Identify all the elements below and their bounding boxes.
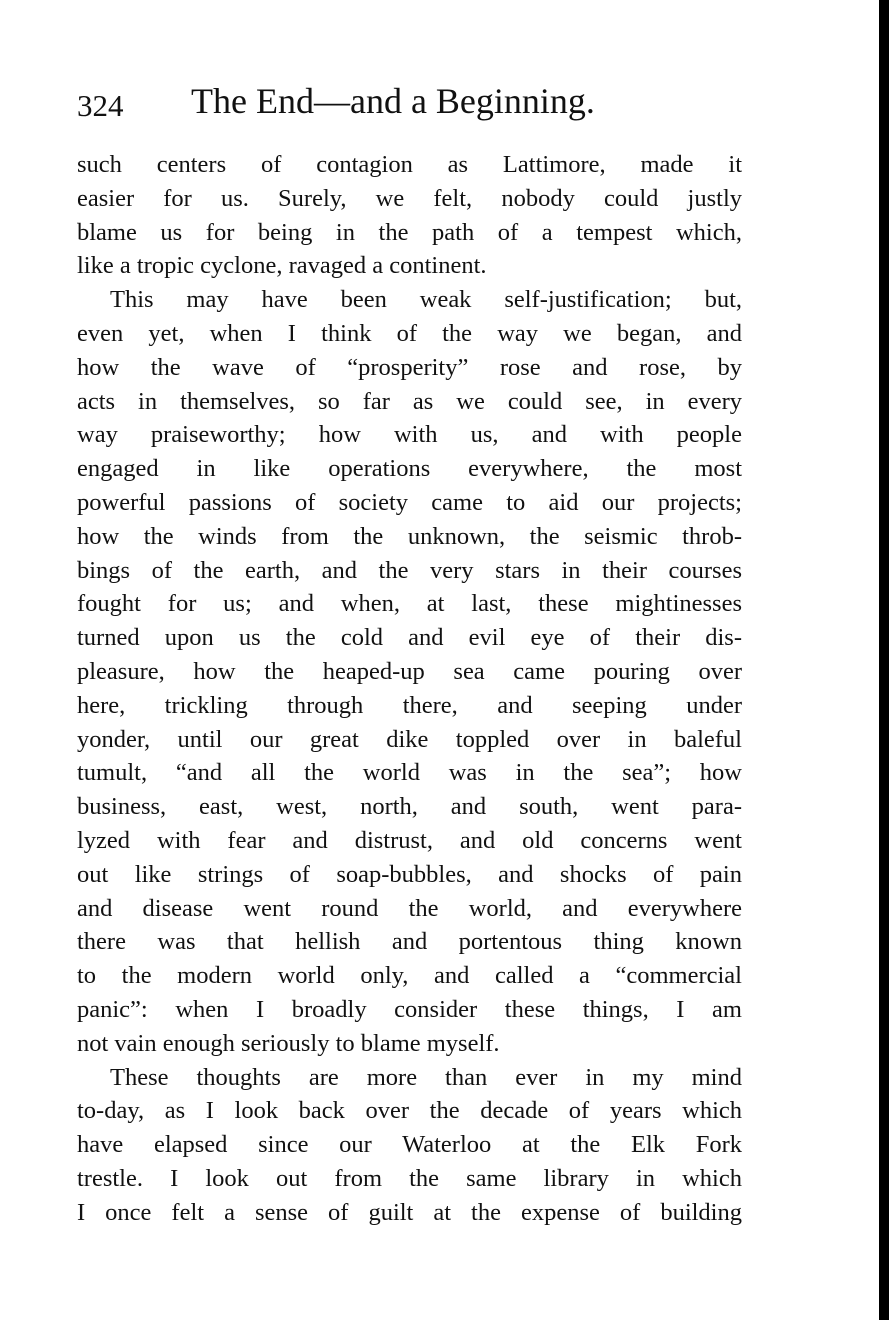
text-line: how the winds from the unknown, the seismic throb- xyxy=(77,522,742,550)
running-title: The End—and a Beginning. xyxy=(191,81,595,121)
text-line: I once felt a sense of guilt at the expense of building xyxy=(77,1198,742,1226)
text-line: here, trickling through there, and seeping under xyxy=(77,691,742,719)
text-line: how the wave of “prosperity” rose and rose, by xyxy=(77,353,742,381)
running-header xyxy=(77,80,757,130)
text-line: powerful passions of society came to aid our projects; xyxy=(77,488,742,516)
text-line: to-day, as I look back over the decade of years which xyxy=(77,1097,742,1125)
text-line: yonder, until our great dike toppled over in baleful xyxy=(77,725,742,753)
text-line: such centers of contagion as Lattimore, made it xyxy=(77,151,742,178)
text-line: engaged in like operations everywhere, the most xyxy=(77,455,742,483)
text-line: business, east, west, north, and south, went para- xyxy=(77,793,742,821)
text-line: to the modern world only, and called a “commercial xyxy=(77,962,742,990)
scan-edge-bar xyxy=(879,0,889,1320)
text-line: out like strings of soap-bubbles, and shocks of pain xyxy=(77,860,742,888)
text-line: and disease went round the world, and everywhere xyxy=(77,894,742,922)
text-line: pleasure, how the heaped-up sea came pouring over xyxy=(77,657,742,685)
text-line: turned upon us the cold and evil eye of their dis- xyxy=(77,624,742,652)
text-line: tumult, “and all the world was in the sea”; how xyxy=(77,759,742,787)
text-line: way praiseworthy; how with us, and with people xyxy=(77,421,742,449)
text-line: easier for us. Surely, we felt, nobody could justly xyxy=(77,184,742,212)
text-line: lyzed with fear and distrust, and old concerns went xyxy=(77,826,742,854)
text-line: bings of the earth, and the very stars in their courses xyxy=(77,556,742,584)
text-line: there was that hellish and portentous thing known xyxy=(77,928,742,956)
text-line: These thoughts are more than ever in my mind xyxy=(110,1063,742,1091)
text-line: trestle. I look out from the same library in which xyxy=(77,1164,742,1192)
text-line: fought for us; and when, at last, these mightinesses xyxy=(77,590,742,618)
page-body xyxy=(77,148,742,1230)
text-line: have elapsed since our Waterloo at the Elk Fork xyxy=(77,1131,742,1159)
text-line: not vain enough seriously to blame myself. xyxy=(77,1029,500,1057)
page-number: 324 xyxy=(77,88,124,123)
text-line: blame us for being in the path of a tempest which, xyxy=(77,218,742,246)
text-line: like a tropic cyclone, ravaged a continent. xyxy=(77,252,487,280)
text-line: panic”: when I broadly consider these things, I am xyxy=(77,995,742,1023)
text-line: This may have been weak self-justification; but, xyxy=(110,286,742,314)
text-line: even yet, when I think of the way we began, and xyxy=(77,319,742,347)
text-line: acts in themselves, so far as we could see, in every xyxy=(77,387,742,415)
